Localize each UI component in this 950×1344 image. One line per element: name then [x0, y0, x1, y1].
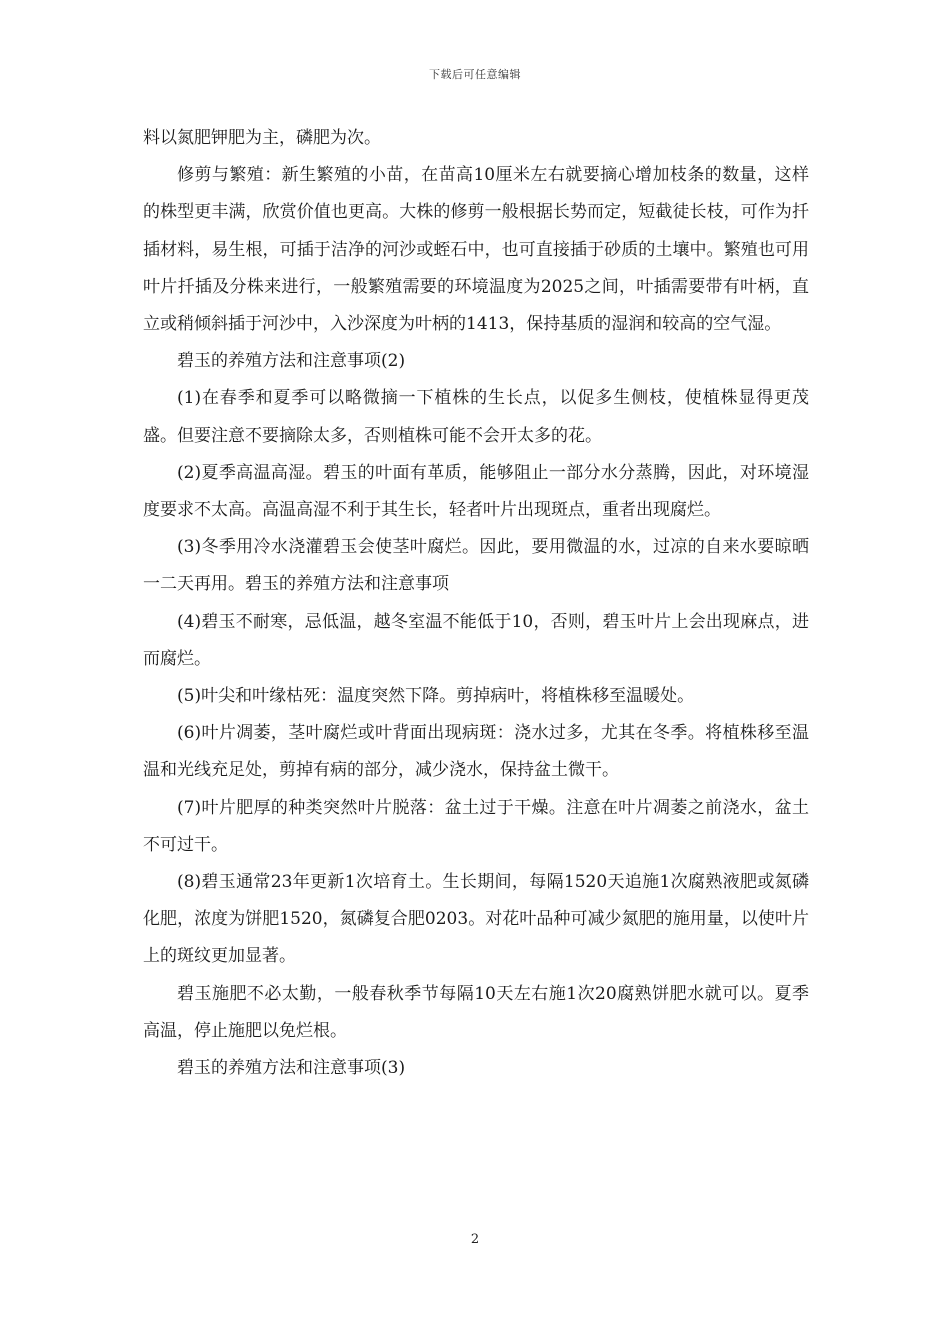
section-heading: 碧玉的养殖方法和注意事项(3) [177, 1058, 406, 1079]
paragraph: 修剪与繁殖：新生繁殖的小苗，在苗高10厘米左右就要摘心增加枝条的数量，这样的株型更丰满，欣赏价值也更高。大株的修剪一般根据长势而定，短截徒长枝，可作为扦插材料，易生根，可插于洁净的河沙或蛭石中，也可直接插于砂质的土壤中。繁殖也可用叶片扦插及分株来进行，一般繁殖需要的环境温度为2025之间，叶插需要带有叶柄，直立或稍倾斜插于河沙中，入沙深度为叶柄的1413，保持基质的湿润和较高的空气湿。 [143, 165, 809, 335]
document-body [143, 120, 809, 1087]
paragraph: (6)叶片凋萎，茎叶腐烂或叶背面出现病斑：浇水过多，尤其在冬季。将植株移至温温和光线充足处，剪掉有病的部分，减少浇水，保持盆土微干。 [143, 723, 809, 781]
paragraph: (5)叶尖和叶缘枯死：温度突然下降。剪掉病叶，将植株移至温暖处。 [177, 686, 695, 707]
paragraph: (8)碧玉通常23年更新1次培育土。生长期间，每隔1520天追施1次腐熟液肥或氮磷化肥，浓度为饼肥1520，氮磷复合肥0203。对花叶品种可减少氮肥的施用量，以使叶片上的斑纹更加显著。 [143, 872, 809, 967]
paragraph: (1)在春季和夏季可以略微摘一下植株的生长点，以促多生侧枝，使植株显得更茂盛。但要注意不要摘除太多，否则植株可能不会开太多的花。 [143, 388, 809, 446]
paragraph: (4)碧玉不耐寒，忌低温，越冬室温不能低于10，否则，碧玉叶片上会出现麻点，进而腐烂。 [143, 611, 809, 669]
paragraph: (3)冬季用冷水浇灌碧玉会使茎叶腐烂。因此，要用微温的水，过凉的自来水要晾晒一二天再用。碧玉的养殖方法和注意事项 [143, 537, 809, 595]
paragraph: 碧玉施肥不必太勤，一般春秋季节每隔10天左右施1次20腐熟饼肥水就可以。夏季高温，停止施肥以免烂根。 [143, 983, 809, 1041]
paragraph: (7)叶片肥厚的种类突然叶片脱落：盆土过于干燥。注意在叶片凋萎之前浇水，盆土不可过干。 [143, 797, 809, 855]
paragraph: (2)夏季高温高湿。碧玉的叶面有革质，能够阻止一部分水分蒸腾，因此，对环境湿度要求不太高。高温高湿不利于其生长，轻者叶片出现斑点，重者出现腐烂。 [143, 462, 809, 521]
page-header: 下载后可任意编辑 [429, 68, 521, 81]
section-heading: 碧玉的养殖方法和注意事项(2) [177, 351, 406, 372]
paragraph: 料以氮肥钾肥为主，磷肥为次。 [143, 128, 381, 148]
page-number: 2 [470, 1232, 480, 1247]
